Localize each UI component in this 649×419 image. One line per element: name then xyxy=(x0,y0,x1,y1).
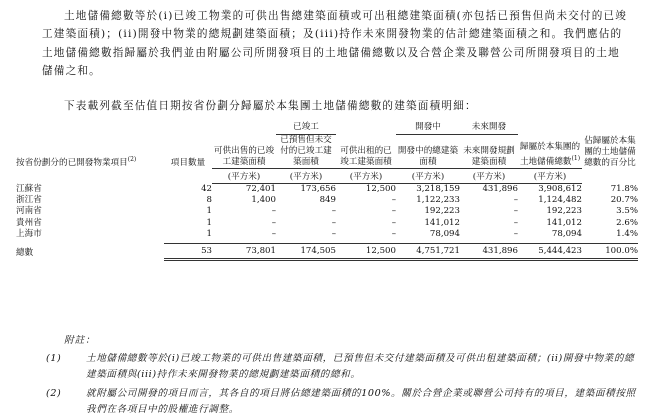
row-projects: 42 xyxy=(201,183,212,194)
row-presold: – xyxy=(331,217,336,228)
intro-paragraph: 土地儲備總數等於(i)已竣工物業的可供出售總建築面積或可出租總建築面積(亦包括已預售但尚未交付的已竣工建築面積)；(ii)開發中物業的總規劃建築面積；及(iii)持作未來開發物業的估計總建築面積之和。我們應佔的土地儲備總數指歸屬於我們並由附屬公司所開發項目的土地儲備總數以及合營企業及聯營公司所開發項目的土地儲備之和。 xyxy=(42,10,628,77)
table-body xyxy=(16,184,638,260)
row-region: 浙江省 xyxy=(16,195,42,206)
total-projects: 53 xyxy=(164,244,212,260)
header-rentable: 可供出租的已竣工建築面積 xyxy=(340,146,392,167)
unit-label: (平方米) xyxy=(336,169,396,184)
row-under-dev: 1,122,233 xyxy=(416,195,460,206)
row-future: – xyxy=(513,206,518,217)
group-under-development: 開發中 xyxy=(396,118,460,135)
unit-label: (平方米) xyxy=(212,169,276,184)
row-saleable: 72,401 xyxy=(245,184,276,194)
table-row xyxy=(16,218,638,229)
notes-header: 附註： xyxy=(64,335,96,346)
table-intro-paragraph: 下表載列截至估值日期按省份劃分歸屬於本集團土地儲備總數的建築面積明細： xyxy=(64,100,477,112)
row-pct: 20.7% xyxy=(610,195,638,206)
land-reserve-table xyxy=(16,118,638,261)
total-total: 5,444,423 xyxy=(518,244,582,260)
total-pct: 100.0% xyxy=(582,244,638,260)
footnote-1 xyxy=(46,351,636,382)
total-future: 431,896 xyxy=(460,244,518,260)
row-total: 141,012 xyxy=(546,217,582,228)
row-under-dev: 141,012 xyxy=(424,217,460,228)
row-total: 78,094 xyxy=(551,228,582,239)
row-pct: 71.8% xyxy=(610,183,638,194)
table-row xyxy=(16,229,638,240)
footnote-number: (1) xyxy=(46,353,62,364)
header-under-dev-gfa: 開發中的總建築面積 xyxy=(397,146,459,167)
unit-label: (平方米) xyxy=(518,169,582,184)
column-header-row xyxy=(16,135,638,169)
total-presold: 174,505 xyxy=(276,244,336,260)
group-header-row xyxy=(16,118,638,135)
header-presold: 已預售但未交付的已竣工建築面積 xyxy=(280,135,332,167)
unit-label: (平方米) xyxy=(396,169,460,184)
row-rentable: – xyxy=(391,228,396,239)
row-under-dev: 3,218,159 xyxy=(416,184,460,194)
row-presold: – xyxy=(331,228,336,239)
row-total: 192,223 xyxy=(546,206,582,217)
row-projects: 8 xyxy=(206,195,212,206)
table-row xyxy=(16,206,638,217)
row-rentable: – xyxy=(391,206,396,217)
row-presold: 173,656 xyxy=(300,184,336,194)
row-rentable: – xyxy=(391,217,396,228)
table-row xyxy=(16,184,638,196)
row-under-dev: 78,094 xyxy=(429,228,460,239)
group-future-development: 未來開發 xyxy=(460,118,518,135)
row-saleable: – xyxy=(271,206,276,217)
row-future: – xyxy=(513,228,518,239)
row-projects: 1 xyxy=(206,228,212,239)
row-presold: 849 xyxy=(319,195,336,206)
row-total: 1,124,482 xyxy=(538,195,582,206)
row-under-dev: 192,223 xyxy=(424,206,460,217)
row-region: 上海市 xyxy=(16,228,42,239)
header-attributable-total: 歸屬於本集團的土地儲備總數$^{(1)}$ xyxy=(519,142,581,167)
header-saleable: 可供出售的已竣工建築面積 xyxy=(213,146,275,167)
unit-label: (平方米) xyxy=(460,169,518,184)
row-saleable: 1,400 xyxy=(251,195,276,206)
unit-row xyxy=(16,169,638,184)
group-completed: 已竣工 xyxy=(276,118,336,135)
total-label: 總數 xyxy=(16,247,34,258)
row-region: 河南省 xyxy=(16,206,42,217)
row-pct: 2.6% xyxy=(616,217,638,228)
row-future: 431,896 xyxy=(482,184,518,194)
header-future-gfa: 未來開發規劃建築面積 xyxy=(463,146,515,167)
total-saleable: 73,801 xyxy=(212,244,276,260)
header-region: 按省份劃分的已開發物業項目$^{(2)}$ xyxy=(16,155,137,168)
header-attributable-pct: 佔歸屬於本集團的土地儲備總數的百分比 xyxy=(584,135,636,168)
row-region: 江蘇省 xyxy=(16,183,42,194)
table-row xyxy=(16,195,638,206)
row-rentable: – xyxy=(391,195,396,206)
total-under-dev: 4,751,721 xyxy=(396,244,460,260)
total-rentable: 12,500 xyxy=(336,244,396,260)
row-pct: 3.5% xyxy=(616,206,638,217)
footnote-number: (2) xyxy=(46,388,62,399)
row-projects: 1 xyxy=(206,217,212,228)
row-pct: 1.4% xyxy=(616,228,638,239)
row-presold: – xyxy=(331,206,336,217)
row-region: 貴州省 xyxy=(16,217,42,228)
row-saleable: – xyxy=(271,217,276,228)
row-total: 3,908,612 xyxy=(538,184,582,194)
header-num-projects: 項目數量 xyxy=(170,157,206,168)
row-rentable: 12,500 xyxy=(365,184,396,194)
footnote-text: 土地儲備總數等於(i)已竣工物業的可供出售建築面積，已預售但未交付建築面積及可供出租建築面積；(ii)開發中物業的總建築面積與(iii)持作未來開發物業的總規劃建築面積的總和。 xyxy=(86,353,635,380)
footnote-2 xyxy=(46,386,636,417)
row-saleable: – xyxy=(271,228,276,239)
footnote-text: 就附屬公司開發的項目而言，其各自的項目將佔總建築面積的100%。關於合營企業或聯營公司持有的項目，建築面積按照我們在各項目中的股權進行調整。 xyxy=(86,388,636,415)
unit-label: (平方米) xyxy=(276,169,336,184)
row-projects: 1 xyxy=(206,206,212,217)
row-future: – xyxy=(513,217,518,228)
row-future: – xyxy=(513,195,518,206)
total-row xyxy=(16,244,638,260)
